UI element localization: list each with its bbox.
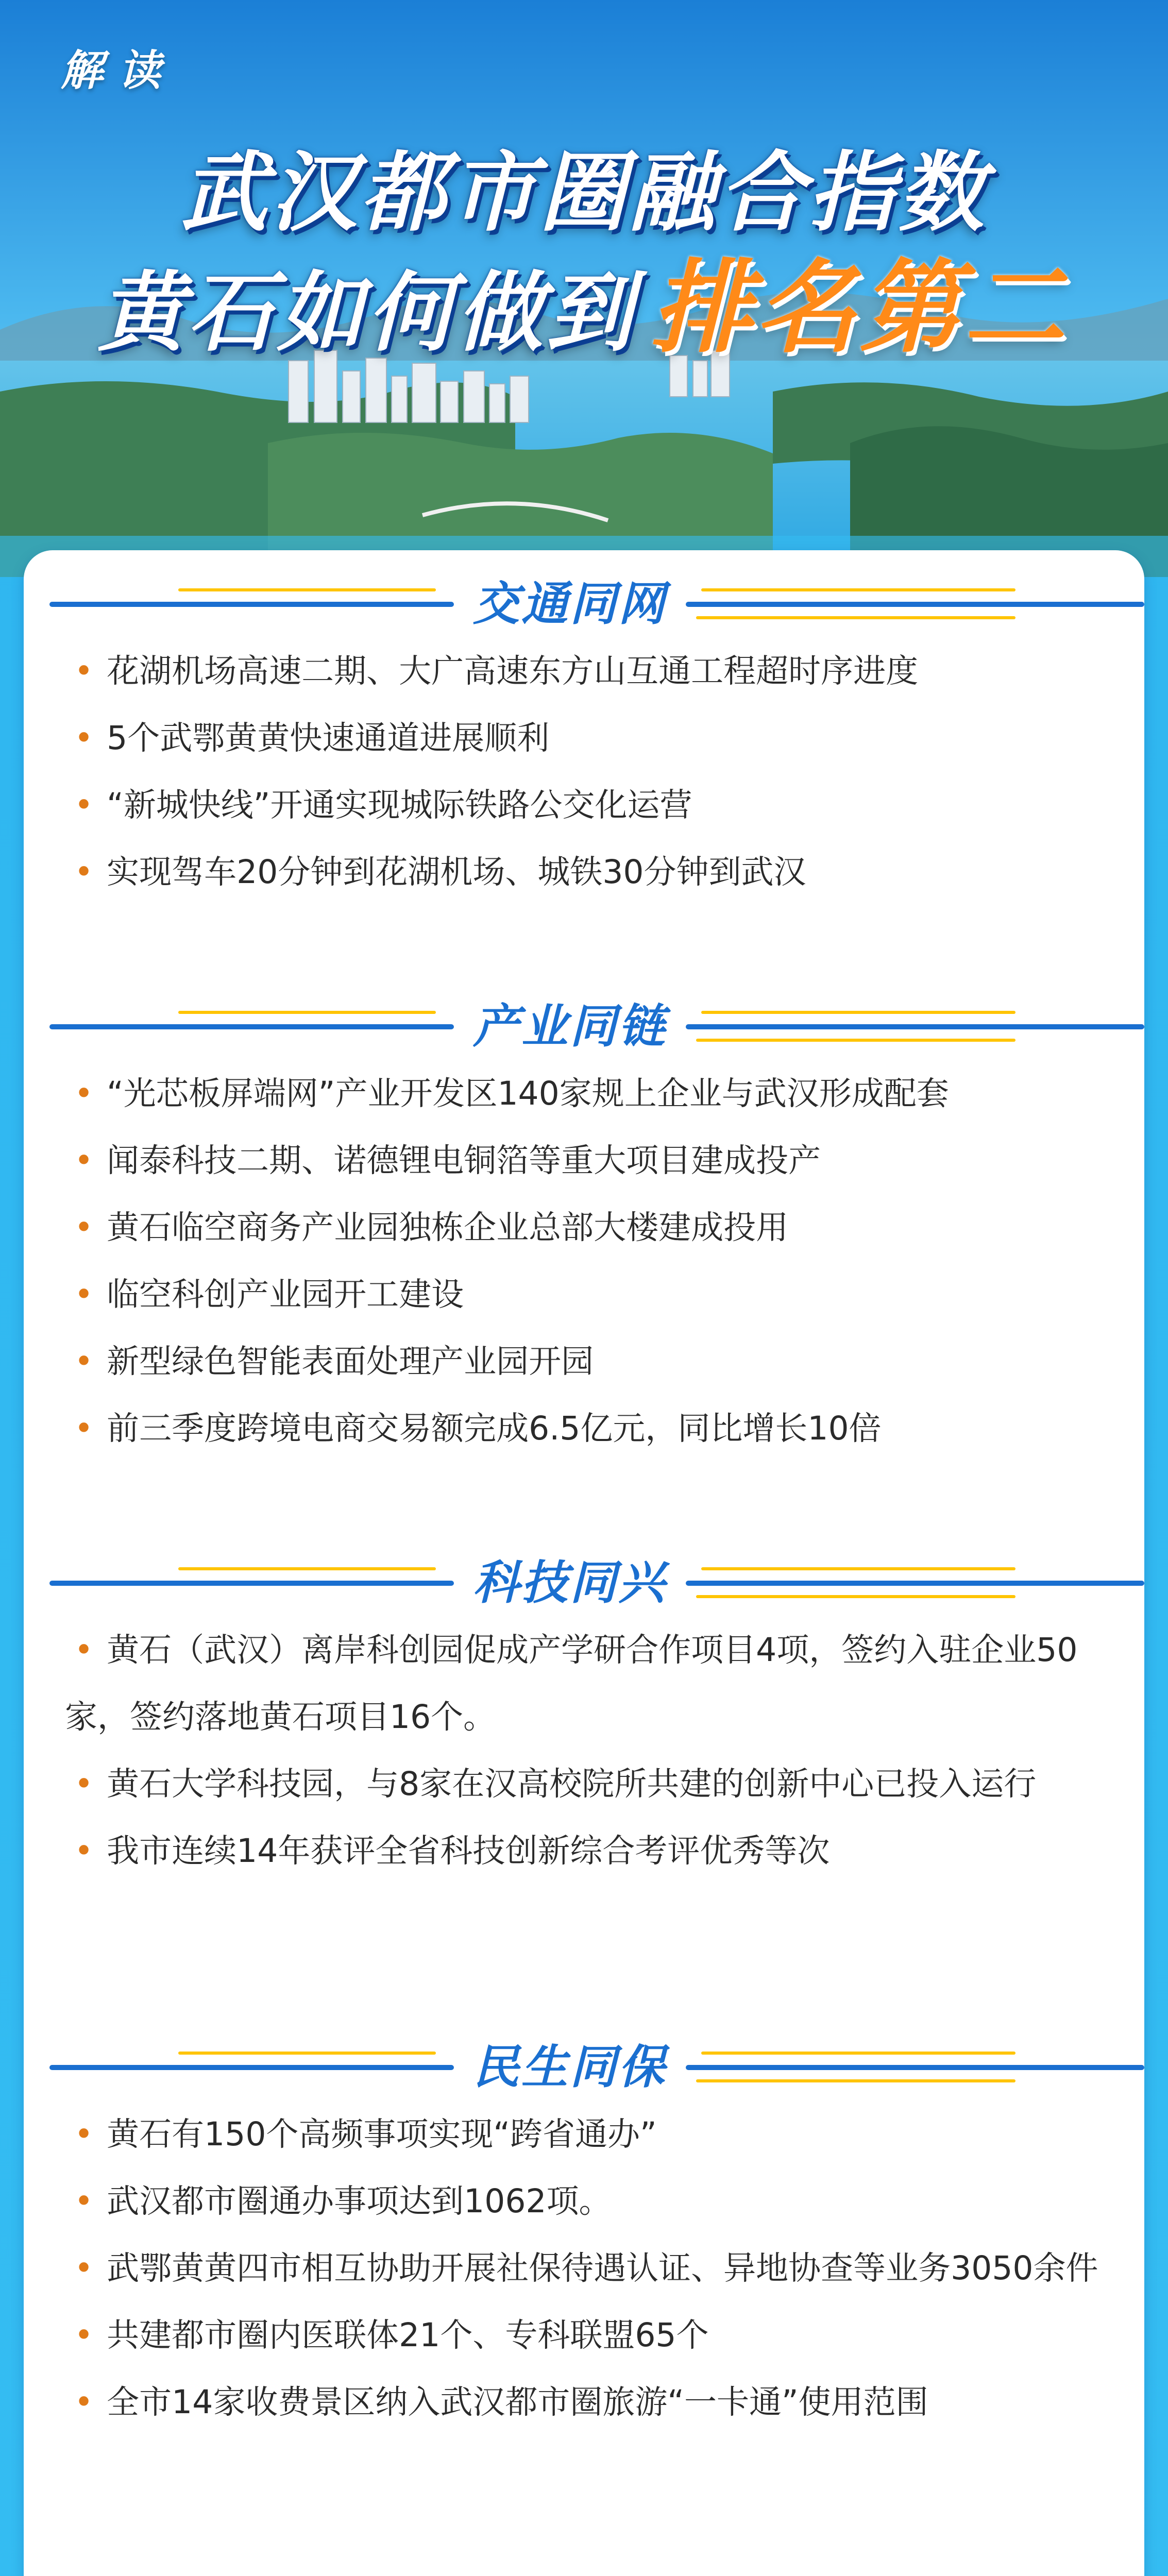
- list-item: • 武汉都市圈通办事项达到1062项。: [74, 2182, 612, 2220]
- section-technology: [24, 1550, 1144, 1885]
- list-item: • 黄石（武汉）离岸科创园促成产学研合作项目4项，签约入驻企业50家，签约落地黄石项目16个。: [65, 1631, 1078, 1736]
- section-title: 产业同链: [473, 999, 667, 1054]
- list-item: • 前三季度跨境电商交易额完成6.5亿元，同比增长10倍: [74, 1410, 882, 1447]
- headline-line-2: [98, 227, 1068, 372]
- bullet-icon: •: [74, 1209, 94, 1246]
- section-title: 交通同网: [473, 577, 667, 631]
- bullet-icon: •: [74, 1276, 94, 1313]
- bullet-icon: •: [74, 652, 94, 690]
- bullet-icon: •: [74, 2115, 94, 2153]
- list-item: • 闻泰科技二期、诺德锂电铜箔等重大项目建成投产: [74, 1142, 821, 1179]
- bullet-icon: •: [74, 1832, 94, 1870]
- item-list: [24, 2101, 1144, 2436]
- bullet-icon: •: [74, 719, 94, 757]
- hero-banner: [0, 0, 1168, 577]
- section-header: [24, 571, 1144, 638]
- bullet-icon: •: [74, 1631, 94, 1669]
- interpretation-tag: 解读: [61, 46, 176, 95]
- list-item: • 共建都市圈内医联体21个、专科联盟65个: [74, 2316, 709, 2354]
- section-transport: [24, 571, 1144, 906]
- section-header: [24, 1550, 1144, 1617]
- list-item: • “光芯板屏端网”产业开发区140家规上企业与武汉形成配套: [74, 1075, 949, 1112]
- list-item: • 黄石有150个高频事项实现“跨省通办”: [74, 2115, 657, 2153]
- bullet-icon: •: [74, 1410, 94, 1447]
- list-item: • 黄石临空商务产业园独栋企业总部大楼建成投用: [74, 1209, 789, 1246]
- divider-line: [686, 1581, 1144, 1586]
- divider-line: [686, 1024, 1144, 1029]
- list-item: • 黄石大学科技园，与8家在汉高校院所共建的创新中心已投入运行: [74, 1765, 1037, 1803]
- item-list: [24, 1060, 1144, 1462]
- divider-line: [49, 2065, 454, 2070]
- list-item: • 全市14家收费景区纳入武汉都市圈旅游“一卡通”使用范围: [74, 2383, 928, 2421]
- divider-line: [686, 2065, 1144, 2070]
- list-item: • 临空科创产业园开工建设: [74, 1276, 464, 1313]
- bullet-icon: •: [74, 786, 94, 824]
- item-list: [24, 638, 1144, 906]
- section-industry: [24, 993, 1144, 1462]
- list-item: • 我市连续14年获评全省科技创新综合考评优秀等次: [74, 1832, 830, 1870]
- section-title: 民生同保: [473, 2040, 667, 2094]
- section-title: 科技同兴: [473, 1556, 667, 1610]
- bullet-icon: •: [74, 1075, 94, 1112]
- section-livelihood: [24, 2034, 1144, 2436]
- headline-line-1: 武汉都市圈融合指数: [180, 142, 988, 243]
- bullet-icon: •: [74, 2316, 94, 2354]
- divider-line: [49, 1581, 454, 1586]
- divider-line: [686, 602, 1144, 607]
- divider-line: [49, 602, 454, 607]
- list-item: • 花湖机场高速二期、大广高速东方山互通工程超时序进度: [74, 652, 919, 690]
- headline-prefix: 黄石如何做到: [98, 262, 636, 363]
- content-card: [24, 550, 1144, 2576]
- list-item: • “新城快线”开通实现城际铁路公交化运营: [74, 786, 692, 824]
- bullet-icon: •: [74, 2182, 94, 2220]
- list-item: • 5个武鄂黄黄快速通道进展顺利: [74, 719, 550, 757]
- bullet-icon: •: [74, 853, 94, 891]
- bullet-icon: •: [74, 1343, 94, 1380]
- headline-highlight: 排名第二: [651, 249, 1068, 367]
- bullet-icon: •: [74, 1765, 94, 1803]
- section-header: [24, 2034, 1144, 2101]
- bullet-icon: •: [74, 2383, 94, 2421]
- divider-line: [49, 1024, 454, 1029]
- bullet-icon: •: [74, 2249, 94, 2287]
- list-item: • 实现驾车20分钟到花湖机场、城铁30分钟到武汉: [74, 853, 806, 891]
- list-item: • 新型绿色智能表面处理产业园开园: [74, 1343, 594, 1380]
- item-list: [24, 1617, 1144, 1885]
- section-header: [24, 993, 1144, 1060]
- bullet-icon: •: [74, 1142, 94, 1179]
- list-item: • 武鄂黄黄四市相互协助开展社保待遇认证、异地协查等业务3050余件: [74, 2249, 1098, 2287]
